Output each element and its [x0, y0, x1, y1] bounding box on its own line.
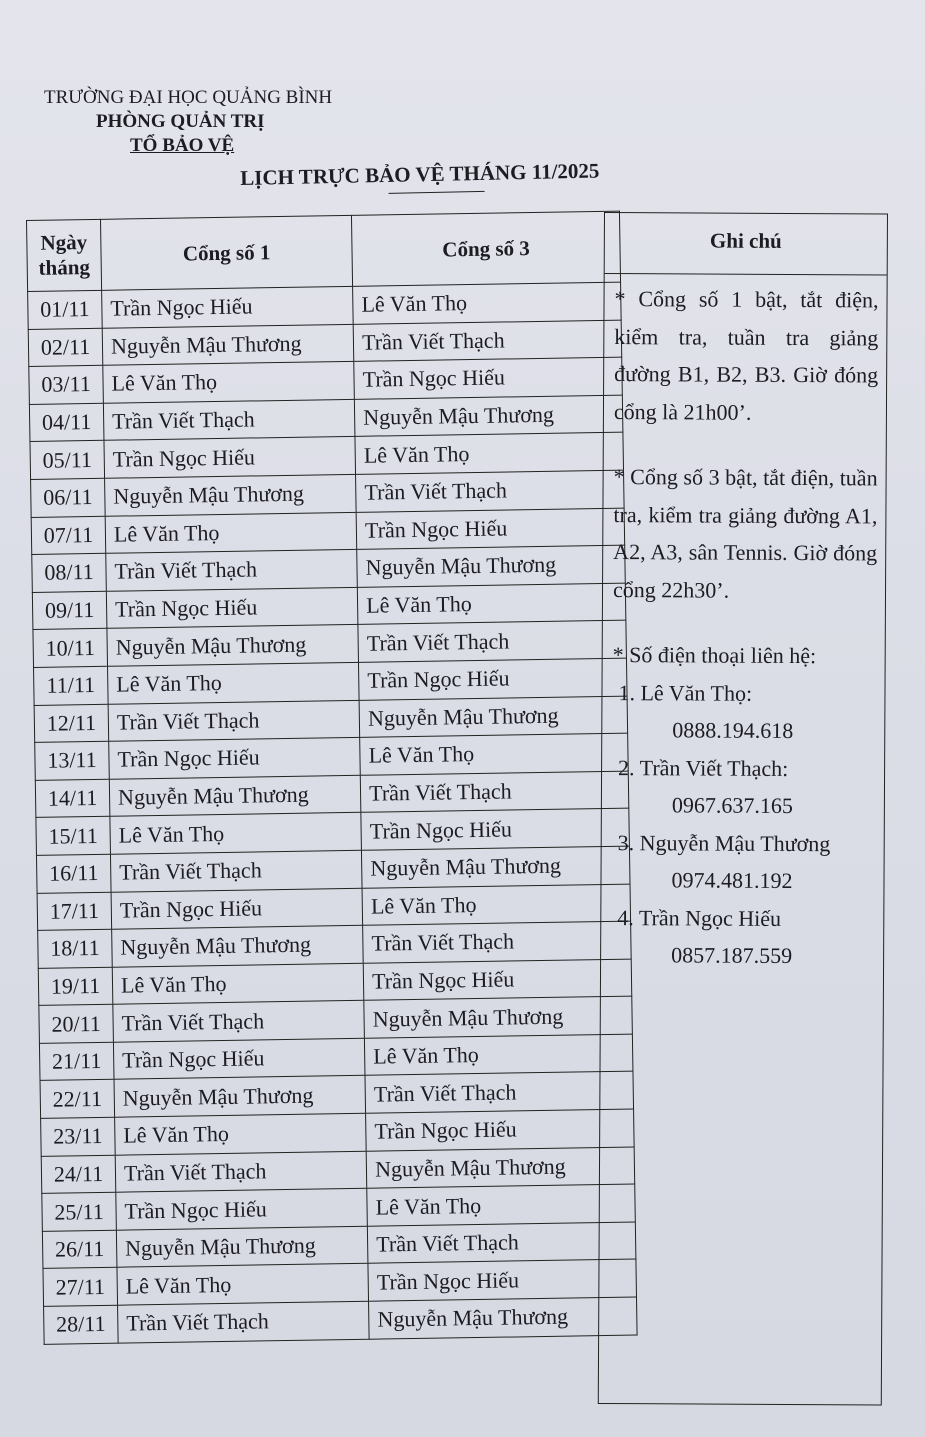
cell-gate1: Lê Văn Thọ: [112, 963, 364, 1005]
column-header-date-line1: Ngày: [40, 230, 88, 255]
notes-body: [601, 274, 887, 975]
document-title: LỊCH TRỰC BẢO VỆ THÁNG 11/2025: [240, 158, 600, 190]
university-name: TRƯỜNG ĐẠI HỌC QUẢNG BÌNH: [44, 87, 333, 108]
cell-date: 03/11: [29, 365, 104, 404]
cell-gate1: Nguyễn Mậu Thương: [116, 1226, 368, 1268]
cell-gate3: Trần Ngọc Hiếu: [363, 959, 631, 1001]
cell-gate1: Nguyễn Mậu Thương: [107, 625, 359, 667]
cell-gate1: Nguyễn Mậu Thương: [112, 925, 364, 967]
column-header-gate1: Cổng số 1: [100, 215, 352, 290]
cell-gate1: Lê Văn Thọ: [117, 1264, 369, 1306]
cell-gate1: Trần Viết Thạch: [103, 399, 355, 441]
contacts-section: [611, 636, 877, 975]
cell-gate3: Trần Ngọc Hiếu: [366, 1109, 634, 1151]
cell-date: 28/11: [44, 1305, 119, 1344]
cell-gate3: Lê Văn Thọ: [365, 1034, 633, 1076]
cell-date: 15/11: [36, 817, 111, 856]
cell-date: 26/11: [42, 1230, 117, 1269]
cell-date: 08/11: [32, 553, 107, 592]
contact-name: 3. Nguyễn Mậu Thương: [617, 829, 831, 856]
cell-gate3: Trần Viết Thạch: [365, 1072, 633, 1114]
cell-date: 02/11: [28, 328, 103, 367]
table-row: [44, 1297, 638, 1344]
cell-gate1: Trần Ngọc Hiếu: [111, 888, 363, 930]
cell-date: 09/11: [32, 591, 107, 630]
cell-gate3: Trần Viết Thạch: [353, 320, 621, 362]
contact-name: 2. Trần Viết Thạch:: [618, 754, 789, 781]
cell-gate1: Lê Văn Thọ: [115, 1113, 367, 1155]
contact-name: 4. Trần Ngọc Hiếu: [617, 904, 782, 931]
cell-gate3: Trần Ngọc Hiếu: [356, 508, 624, 550]
cell-gate3: Trần Viết Thạch: [367, 1222, 635, 1264]
cell-gate3: Lê Văn Thọ: [362, 884, 630, 926]
cell-date: 19/11: [38, 967, 113, 1006]
cell-date: 13/11: [35, 741, 110, 780]
cell-gate3: Nguyễn Mậu Thương: [354, 395, 622, 437]
cell-gate1: Trần Ngọc Hiếu: [113, 1038, 365, 1080]
cell-gate1: Trần Viết Thạch: [110, 850, 362, 892]
cell-gate1: Nguyễn Mậu Thương: [109, 775, 361, 817]
cell-date: 23/11: [41, 1117, 116, 1156]
cell-gate1: Trần Viết Thạch: [108, 700, 360, 742]
cell-date: 17/11: [37, 892, 112, 931]
cell-gate3: Trần Ngọc Hiếu: [359, 658, 627, 700]
cell-gate1: Trần Ngọc Hiếu: [116, 1189, 368, 1231]
schedule-table-wrapper: [26, 211, 638, 1345]
cell-gate1: Trần Viết Thạch: [106, 550, 358, 592]
cell-date: 16/11: [36, 854, 111, 893]
cell-gate3: Trần Ngọc Hiếu: [361, 808, 629, 850]
cell-gate3: Trần Ngọc Hiếu: [368, 1259, 636, 1301]
cell-gate1: Trần Viết Thạch: [115, 1151, 367, 1193]
column-header-gate3: Cổng số 3: [352, 211, 621, 286]
contact-phone: 0967.637.165: [671, 792, 793, 818]
cell-gate3: Trần Viết Thạch: [363, 921, 631, 963]
cell-date: 24/11: [41, 1155, 116, 1194]
schedule-table-body: [28, 282, 637, 1344]
cell-date: 27/11: [43, 1268, 118, 1307]
cell-date: 18/11: [38, 929, 113, 968]
cell-date: 21/11: [39, 1042, 114, 1081]
cell-date: 25/11: [42, 1192, 117, 1231]
cell-gate1: Lê Văn Thọ: [103, 362, 355, 404]
cell-gate3: Nguyễn Mậu Thương: [369, 1297, 637, 1339]
cell-date: 22/11: [40, 1080, 115, 1119]
cell-gate3: Nguyễn Mậu Thương: [362, 846, 630, 888]
cell-date: 11/11: [34, 666, 109, 705]
cell-date: 12/11: [34, 704, 109, 743]
cell-gate1: Trần Viết Thạch: [118, 1301, 370, 1343]
contact-name: 1. Lê Văn Thọ:: [618, 679, 753, 706]
cell-date: 04/11: [29, 403, 104, 442]
cell-gate3: Nguyễn Mậu Thương: [366, 1147, 634, 1189]
cell-gate1: Lê Văn Thọ: [108, 662, 360, 704]
cell-date: 20/11: [39, 1005, 114, 1044]
cell-gate1: Trần Ngọc Hiếu: [109, 737, 361, 779]
cell-gate1: Nguyễn Mậu Thương: [114, 1076, 366, 1118]
cell-gate1: Trần Viết Thạch: [113, 1001, 365, 1043]
cell-date: 06/11: [31, 478, 106, 517]
cell-date: 10/11: [33, 629, 108, 668]
cell-gate1: Trần Ngọc Hiếu: [106, 587, 358, 629]
schedule-table: [26, 211, 638, 1345]
cell-gate3: Trần Viết Thạch: [360, 771, 628, 813]
cell-gate3: Lê Văn Thọ: [353, 282, 621, 324]
contact-phone: 0974.481.192: [671, 867, 793, 893]
cell-gate3: Lê Văn Thọ: [360, 733, 628, 775]
cell-gate1: Nguyễn Mậu Thương: [105, 474, 357, 516]
cell-gate1: Trần Ngọc Hiếu: [102, 286, 354, 328]
column-header-notes: Ghi chú: [605, 213, 887, 275]
cell-gate1: Lê Văn Thọ: [105, 512, 357, 554]
note-gate3: * Cổng số 3 bật, tắt điện, tuần tra, kiểm tra giảng đường A1, A2, A3, sân Tennis. Giờ đóng cổng 22h30’.: [612, 464, 878, 603]
cell-gate3: Trần Viết Thạch: [358, 620, 626, 662]
table-header-row: [27, 211, 621, 291]
cell-date: 14/11: [35, 779, 110, 818]
cell-gate3: Trần Viết Thạch: [356, 470, 624, 512]
team-name: TỔ BẢO VỆ: [130, 135, 235, 156]
column-header-date-line2: tháng: [38, 255, 91, 280]
cell-gate1: Trần Ngọc Hiếu: [104, 437, 356, 479]
organization-header: [44, 86, 332, 158]
contact-phone: 0857.187.559: [671, 942, 793, 968]
cell-date: 07/11: [31, 516, 106, 555]
contact-phone: 0888.194.618: [672, 717, 794, 743]
note-gate1: * Cổng số 1 bật, tắt điện, kiểm tra, tuần tra giảng đường B1, B2, B3. Giờ đóng cổng là 21h00’.: [613, 286, 879, 425]
cell-gate1: Nguyễn Mậu Thương: [102, 324, 354, 366]
department-name: PHÒNG QUẢN TRỊ: [96, 111, 265, 132]
cell-gate3: Lê Văn Thọ: [367, 1184, 635, 1226]
cell-gate3: Nguyễn Mậu Thương: [359, 696, 627, 738]
cell-gate3: Trần Ngọc Hiếu: [354, 357, 622, 399]
cell-gate3: Lê Văn Thọ: [357, 583, 625, 625]
contacts-heading: * Số điện thoại liên hệ:: [612, 642, 817, 669]
cell-date: 01/11: [28, 290, 103, 329]
cell-gate3: Nguyễn Mậu Thương: [357, 545, 625, 587]
column-header-date: [27, 219, 102, 291]
cell-gate3: Lê Văn Thọ: [355, 433, 623, 475]
cell-gate3: Nguyễn Mậu Thương: [364, 996, 632, 1038]
cell-gate1: Lê Văn Thọ: [110, 813, 362, 855]
cell-date: 05/11: [30, 441, 105, 480]
notes-column: [598, 212, 888, 1405]
